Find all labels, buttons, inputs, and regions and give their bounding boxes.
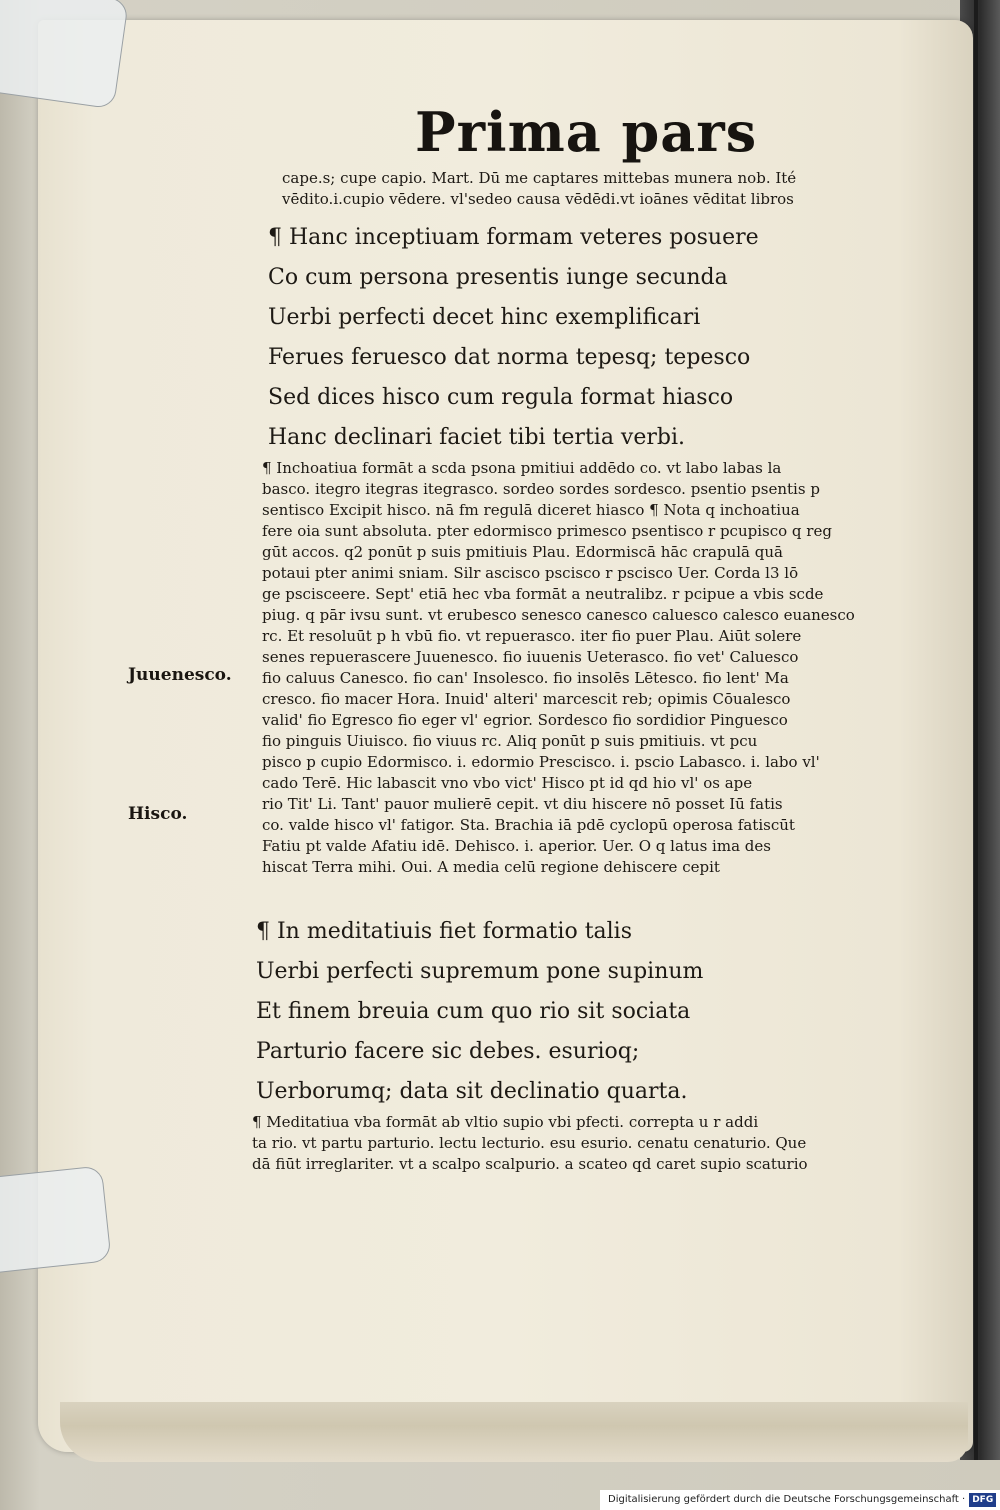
commentary-line: piug. q pār ivsu sunt. vt erubesco senesco canesco caluesco calesco euanesco: [262, 606, 855, 624]
commentary-block-a: [262, 458, 855, 878]
commentary-line: basco. itegro itegras itegrasco. sordeo sordes sordesco. psentio psentis p: [262, 480, 820, 498]
commentary-line: senes repuerascere Juuenesco. fio iuuenis Ueterasco. fio vet' Caluesco: [262, 648, 799, 666]
verse-line: Uerbi perfecti decet hinc exemplificari: [268, 305, 701, 330]
commentary-block-b: [252, 1112, 808, 1175]
intro-line: cape.s; cupe capio. Mart. Dū me captares mittebas munera nob. Ité: [282, 169, 797, 187]
margin-note-hisco: Hisco.: [128, 804, 188, 824]
commentary-line: gūt accos. q2 ponūt p suis pmitiuis Plau. Edormiscā hāc crapulā quā: [262, 543, 783, 561]
margin-note-juuenesco: Juuenesco.: [128, 665, 232, 685]
commentary-line: rio Tit' Li. Tant' pauor mulierē cepit. vt diu hiscere nō posset Iū fatis: [262, 795, 783, 813]
commentary-line: pisco p cupio Edormisco. i. edormio Prescisco. i. pscio Labasco. i. labo vl': [262, 753, 820, 771]
commentary-line: ¶ Meditatiua vba formāt ab vltio supio vbi pfecti. correpta u r addi: [252, 1113, 759, 1131]
commentary-line: sentisco Excipit hisco. nā fm regulā diceret hiasco ¶ Nota q inchoatiua: [262, 501, 800, 519]
commentary-line: hiscat Terra mihi. Oui. A media celū regione dehiscere cepit: [262, 858, 720, 876]
commentary-line: cresco. fio macer Hora. Inuid' alteri' marcescit reb; opimis Cōualesco: [262, 690, 791, 708]
intro-block: [282, 168, 796, 210]
commentary-line: cado Terē. Hic labascit vno vbo vict' Hisco pt id qd hio vl' os ape: [262, 774, 753, 792]
commentary-line: ge pscisceere. Sept' etiā hec vba formāt a neutralibz. r pcipue a vbis scde: [262, 585, 824, 603]
intro-line: vēdito.i.cupio vēdere. vl'sedeo causa vēdēdi.vt ioānes vēditat libros: [282, 190, 794, 208]
verse-block-a: [268, 218, 759, 458]
verse-block-b: [256, 912, 703, 1112]
credit-text: Digitalisierung gefördert durch die Deutsche Forschungsgemeinschaft ·: [608, 1494, 966, 1505]
page-title: Prima pars: [415, 100, 758, 164]
page-clip-bottom: [0, 1165, 112, 1274]
commentary-line: fio caluus Canesco. fio can' Insolesco. fio insolēs Lētesco. fio lent' Ma: [262, 669, 789, 687]
page-edge: [60, 1402, 968, 1462]
verse-line: ¶ In meditatiuis fiet formatio talis: [256, 919, 633, 944]
commentary-line: potaui pter animi sniam. Silr ascisco pscisco r pscisco Uer. Corda l3 lō: [262, 564, 799, 582]
page-clip-top: [0, 0, 129, 109]
verse-line: Hanc declinari faciet tibi tertia verbi.: [268, 425, 686, 450]
verse-line: Uerborumq; data sit declinatio quarta.: [256, 1079, 688, 1104]
dfg-logo: DFG: [969, 1493, 996, 1507]
commentary-line: rc. Et resoluūt p h vbū fio. vt repuerasco. iter fio puer Plau. Aiūt solere: [262, 627, 802, 645]
commentary-line: fere oia sunt absoluta. pter edormisco primesco psentisco r pcupisco q reg: [262, 522, 832, 540]
commentary-line: co. valde hisco vl' fatigor. Sta. Brachia iā pdē cyclopū operosa fatiscūt: [262, 816, 795, 834]
commentary-line: Fatiu pt valde Afatiu idē. Dehisco. i. aperior. Uer. O q latus ima des: [262, 837, 771, 855]
commentary-line: valid' fio Egresco fio eger vl' egrior. Sordesco fio sordidior Pinguesco: [262, 711, 788, 729]
commentary-line: fio pinguis Uiuisco. fio viuus rc. Aliq ponūt p suis pmitiuis. vt pcu: [262, 732, 758, 750]
digitization-credit: [600, 1490, 1000, 1510]
verse-line: Et finem breuia cum quo rio sit sociata: [256, 999, 691, 1024]
verse-line: Sed dices hisco cum regula format hiasco: [268, 385, 734, 410]
verse-line: Parturio facere sic debes. esurioq;: [256, 1039, 640, 1064]
commentary-line: dā fiūt irreglariter. vt a scalpo scalpurio. a scateo qd caret supio scaturio: [252, 1155, 808, 1173]
verse-line: Ferues feruesco dat norma tepesq; tepesco: [268, 345, 751, 370]
verse-line: ¶ Hanc inceptiuam formam veteres posuere: [268, 225, 759, 250]
verse-line: Uerbi perfecti supremum pone supinum: [256, 959, 704, 984]
commentary-line: ta rio. vt partu parturio. lectu lecturio. esu esurio. cenatu cenaturio. Que: [252, 1134, 807, 1152]
verse-line: Co cum persona presentis iunge secunda: [268, 265, 728, 290]
commentary-line: ¶ Inchoatiua formāt a scda psona pmitiui addēdo co. vt labo labas la: [262, 459, 782, 477]
